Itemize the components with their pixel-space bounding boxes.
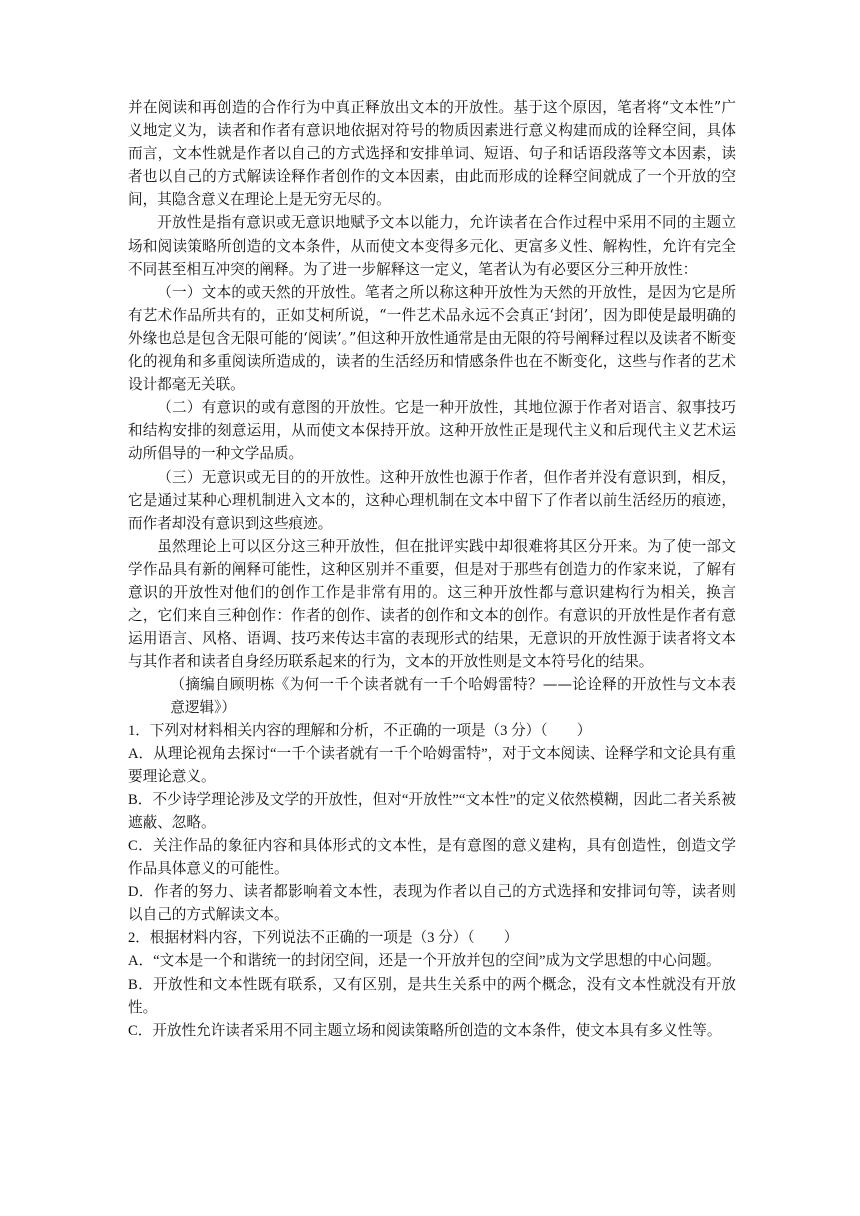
question-2-option-c: C．开放性允许读者采用不同主题立场和阅读策略所创造的文本条件，使文本具有多义性等。 xyxy=(128,1022,722,1039)
question-1-stem: 1．下列对材料相关内容的理解和分析，不正确的一项是（3 分）（ ） xyxy=(128,722,592,739)
passage-paragraph-2: 开放性是指有意识或无意识地赋予文本以能力，允许读者在合作过程中采用不同的主题立场和阅读策略所创造的文本条件，从而使文本变得多元化、更富多义性、解构性，允许有完全不同甚至相互冲突的阐释。为了进一步解释这一定义，笔者认为有必要区分三种开放性： xyxy=(128,214,736,278)
question-2 xyxy=(128,927,736,1042)
question-1-option-d: D．作者的努力、读者都影响着文本性，表现为作者以自己的方式选择和安排词句等，读者则以自己的方式解读文本。 xyxy=(128,884,736,924)
passage-paragraph-5: （三）无意识或无目的的开放性。这种开放性也源于作者，但作者并没有意识到，相反，它是通过某种心理机制进入文本的，这种心理机制在文本中留下了作者以前生活经历的痕迹，而作者却没有意识到这些痕迹。 xyxy=(128,468,736,532)
document-page xyxy=(128,96,736,1043)
passage-paragraph-4: （二）有意识的或有意图的开放性。它是一种开放性，其地位源于作者对语言、叙事技巧和结构安排的刻意运用，从而使文本保持开放。这种开放性正是现代主义和后现代主义艺术运动所倡导的一种文学品质。 xyxy=(128,399,736,463)
passage-source: （摘编自顾明栋《为何一千个读者就有一千个哈姆雷特？——论诠释的开放性与文本表意逻辑》） xyxy=(170,676,736,717)
question-1 xyxy=(128,720,736,928)
passage-paragraph-1: 并在阅读和再创造的合作行为中真正释放出文本的开放性。基于这个原因，笔者将“文本性”广义地定义为，读者和作者有意识地依据对符号的物质因素进行意义构建而成的诠释空间，具体而言，文本性就是作者以自己的方式选择和安排单词、短语、句子和话语段落等文本因素，读者也以自己的方式解读诠释作者创作的文本因素，由此而形成的诠释空间就成了一个开放的空间，其隐含意义在理论上是无穷无尽的。 xyxy=(128,99,736,209)
passage-paragraph-6: 虽然理论上可以区分这三种开放性，但在批评实践中却很难将其区分开来。为了使一部文学作品具有新的阐释可能性，这种区别并不重要，但是对于那些有创造力的作家来说，了解有意识的开放性对他们的创作工作是非常有用的。这三种开放性都与意识建构行为相关，换言之，它们来自三种创作：作者的创作、读者的创作和文本的创作。有意识的开放性是作者有意运用语言、风格、语调、技巧来传达丰富的表现形式的结果，无意识的开放性源于读者将文本与其作者和读者自身经历联系起来的行为，文本的开放性则是文本符号化的结果。 xyxy=(128,537,736,671)
question-1-option-a: A．从理论视角去探讨“一千个读者就有一千个哈姆雷特”，对于文本阅读、诠释学和文论具有重要理论意义。 xyxy=(128,745,736,785)
question-2-stem: 2．根据材料内容，下列说法不正确的一项是（3 分）（ ） xyxy=(128,930,519,947)
question-1-option-b: B．不少诗学理论涉及文学的开放性，但对“开放性”“文本性”的定义依然模糊，因此二者关系被遮蔽、忽略。 xyxy=(128,791,736,831)
question-1-option-c: C．关注作品的象征内容和具体形式的文本性，是有意图的意义建构，具有创造性，创造文学作品具体意义的可能性。 xyxy=(128,838,736,878)
question-2-option-b: B．开放性和文本性既有联系，又有区别，是共生关系中的两个概念，没有文本性就没有开放性。 xyxy=(128,976,736,1016)
passage-paragraph-3: （一）文本的或天然的开放性。笔者之所以称这种开放性为天然的开放性，是因为它是所有艺术作品所共有的，正如艾柯所说，“一件艺术品永远不会真正‘封闭’，因为即使是最明确的外缘也总是包含无限可能的‘阅读’。”但这种开放性通常是由无限的符号阐释过程以及读者不断变化的视角和多重阅读所造成的，读者的生活经历和情感条件也在不断变化，这些与作者的艺术设计都毫无关联。 xyxy=(128,283,736,394)
question-2-option-a: A．“文本是一个和谐统一的封闭空间，还是一个开放并包的空间”成为文学思想的中心问题。 xyxy=(128,953,721,970)
